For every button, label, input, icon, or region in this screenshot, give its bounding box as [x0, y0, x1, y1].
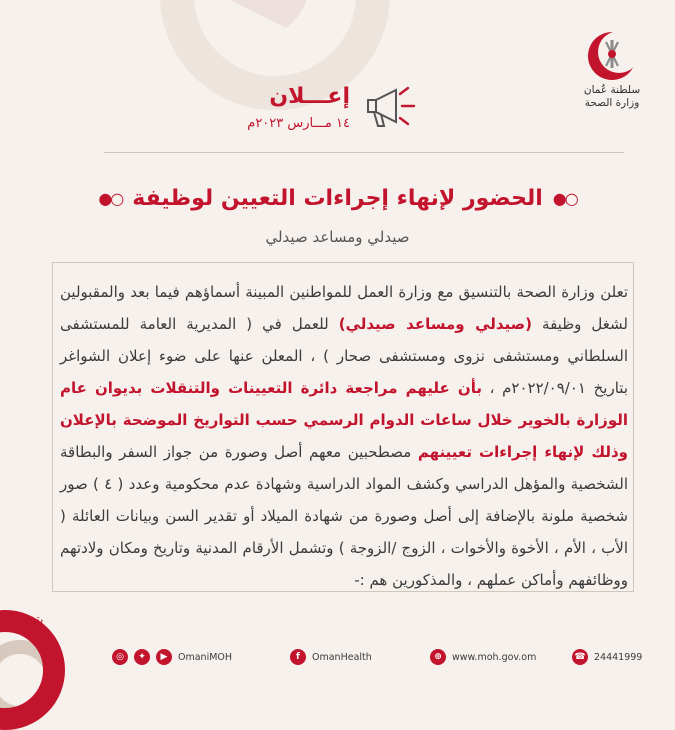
- body-segment-3: للعمل في ( المديرية العامة للمستشفى السلطاني ومستشفى نزوى ومستشفى صحار ) ، المعلن عنها على ضوء إعلان الشواغر بتاريخ ٢٠٢٢/٠٩/٠١م ،: [60, 315, 628, 397]
- title-dots-right: ○●: [552, 188, 577, 208]
- globe-icon[interactable]: ⊕: [430, 649, 446, 665]
- announcement-body: [60, 276, 628, 596]
- logo-ministry-text: وزارة الصحة: [584, 97, 640, 109]
- crescent-emblem-icon: [584, 28, 640, 84]
- instagram-icon[interactable]: ◎: [112, 649, 128, 665]
- announcement-header: [240, 78, 420, 148]
- body-job-highlight: (صيدلي ومساعد صيدلي): [338, 315, 533, 333]
- title-dots-left: ○●: [98, 188, 123, 208]
- footer-contacts: [0, 638, 675, 675]
- announcement-date: ١٤ مـــارس ٢٠٢٣م: [247, 116, 350, 131]
- announcement-word: إعـــلان: [269, 84, 350, 109]
- facebook-handle[interactable]: OmanHealth: [312, 651, 372, 663]
- body-segment-5: مصطحبين معهم أصل وصورة من جواز السفر والبطاقة الشخصية والمؤهل الدراسي وكشف المواد الدراسية وشهادة عدم محكومية وعدد ( ٤ ) صور شخصية ملونة بالإضافة إلى أصل وصورة من شهادة الميلاد أو تقدير السن وبيانات العائلة ( الأب ، الأم ، الأخوة والأخوات ، الزوج /الزوجة ) وتشمل الأرقام المدنية وتاريخ ومكان ولادتهم ووظائفهم وأماكن عملهم ، والمذكورين هم :-: [60, 443, 629, 589]
- facebook-icon[interactable]: f: [290, 649, 306, 665]
- twitter-icon[interactable]: ✦: [134, 649, 150, 665]
- page-title: الحضور لإنهاء إجراءات التعيين لوظيفة: [132, 185, 543, 211]
- phone-number[interactable]: 24441999: [594, 651, 643, 663]
- phone-icon[interactable]: ☎: [572, 649, 588, 665]
- job-subtitle: صيدلي ومساعد صيدلي: [265, 228, 410, 246]
- ministry-logo: [577, 28, 647, 110]
- footer-website[interactable]: [430, 648, 536, 666]
- megaphone-icon: [362, 82, 420, 134]
- footer-facebook[interactable]: [290, 648, 372, 666]
- footer-phone[interactable]: [572, 648, 642, 666]
- continued-label: يتـبـع...: [8, 612, 44, 626]
- body-instructions-highlight: بأن عليهم مراجعة دائرة التعيينات والتنقلات بديوان عام الوزارة بالخوير خلال ساعات الدوام الرسمي حسب التواريخ الموضحة بالإعلان وذلك لإنهاء إجراءات تعيينهم: [60, 379, 629, 461]
- website-url[interactable]: www.moh.gov.om: [452, 651, 537, 663]
- body-segment-1: تعلن وزارة الصحة بالتنسيق مع وزارة العمل للمواطنين المبينة أسماؤهم فيما بعد والمقبولين لشغل وظيفة: [60, 283, 628, 333]
- logo-country-text: سلطنة عُمان: [583, 84, 641, 96]
- header-separator: [104, 152, 624, 153]
- title-row: [100, 182, 575, 214]
- footer-social[interactable]: [112, 648, 232, 666]
- youtube-icon[interactable]: ▶: [156, 649, 172, 665]
- social-handle[interactable]: OmaniMOH: [178, 651, 233, 663]
